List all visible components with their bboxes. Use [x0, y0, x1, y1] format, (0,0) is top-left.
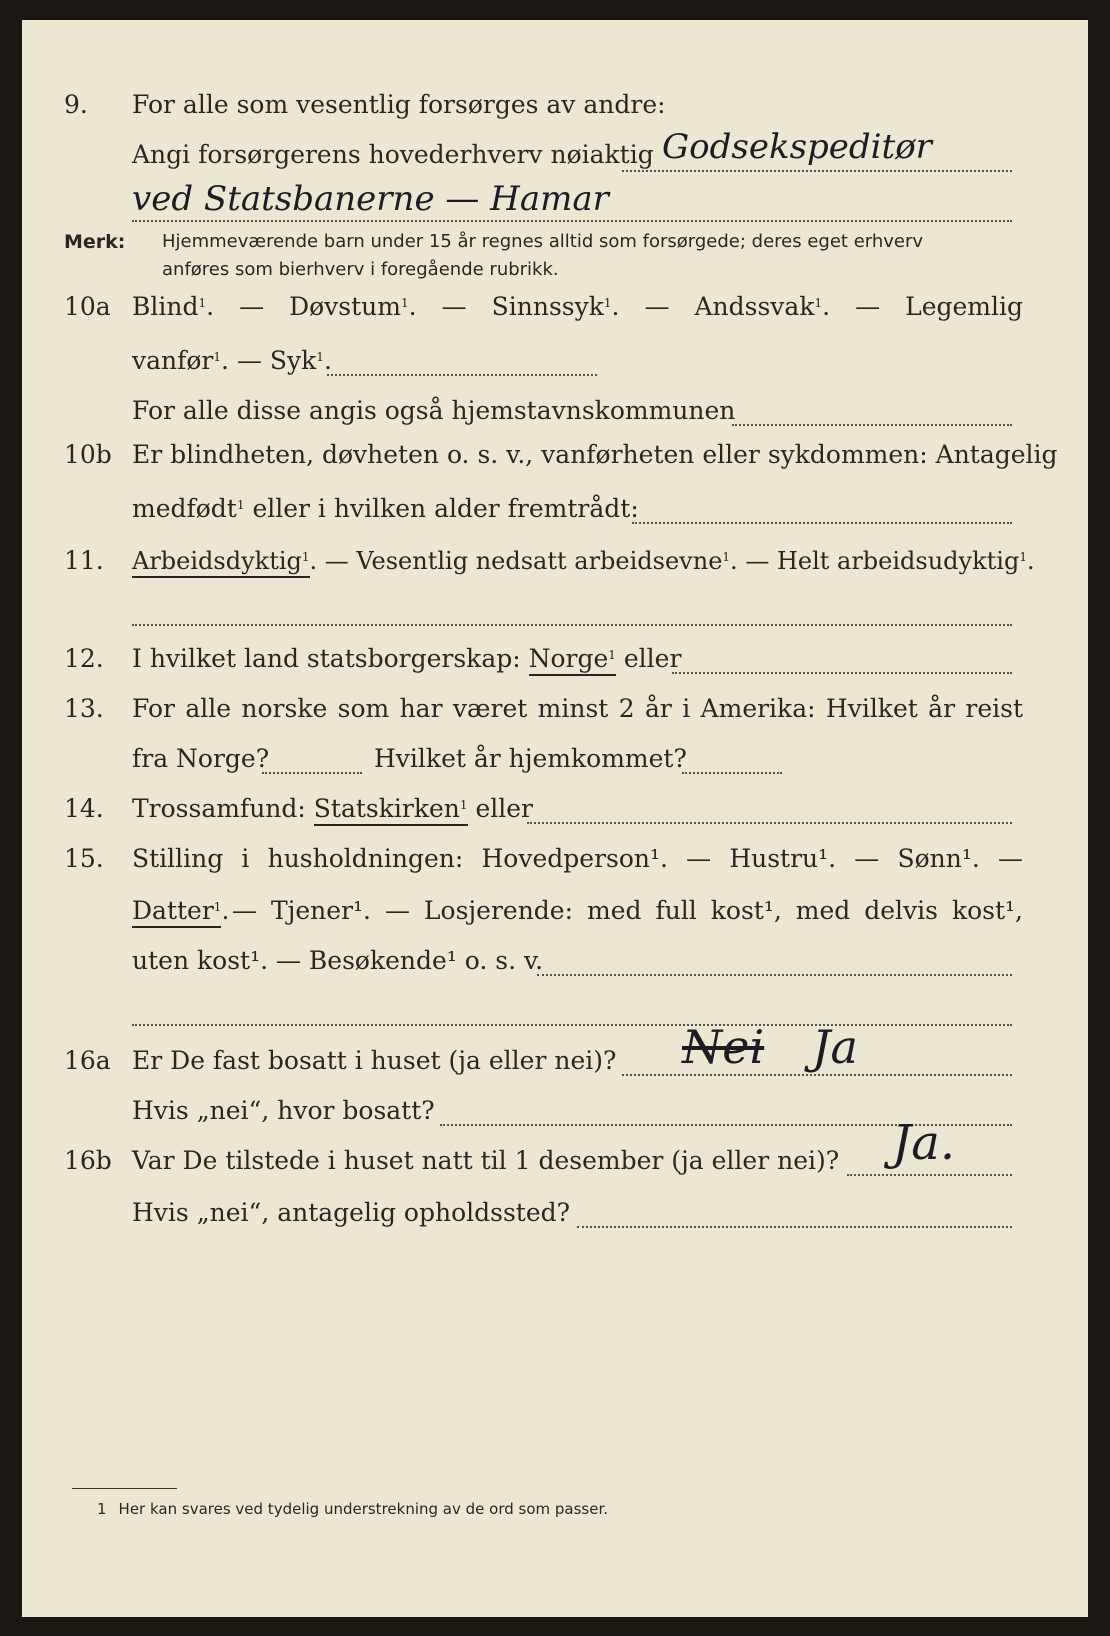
q15-dotted-line2: [132, 1024, 1012, 1026]
q12-opt-norge-underlined: Norge$^1$: [529, 644, 616, 676]
q16b-text2: Hvis „nei“, antagelig opholdssted?: [132, 1198, 571, 1227]
q10a-opt-sinnssyk: — Sinnssyk$^1$.: [441, 292, 620, 321]
q16a-number: 16a: [64, 1046, 111, 1075]
footnote-text: Her kan svares ved tydelig understrekning av de ord som passer.: [118, 1500, 609, 1518]
q10a-opt-blind: Blind$^1$.: [132, 292, 215, 321]
merk-label: Merk:: [64, 231, 126, 253]
q12-text: I hvilket land statsborgerskap: Norge$^1$ eller: [132, 644, 681, 674]
q9-text1: For alle som vesentlig forsørges av andre:: [132, 90, 666, 119]
q9-handwritten-answer2: ved Statsbanerne — Hamar: [132, 179, 609, 219]
q16b-dotted-line: [847, 1174, 1012, 1176]
q16b-number: 16b: [64, 1146, 112, 1175]
q15-text2: — Tjener¹. — Losjerende: med full kost¹, med delvis kost¹,: [232, 896, 1023, 925]
q15-text3: uten kost¹. — Besøkende¹ o. s. v.: [132, 946, 544, 975]
q13-text2a: fra Norge?: [132, 744, 270, 773]
q10a-number: 10a: [64, 292, 111, 321]
merk-line1: Hjemmeværende barn under 15 år regnes alltid som forsørgede; deres eget erhverv: [162, 231, 924, 252]
q9-dotted-line: [622, 170, 1012, 172]
q10a-dotted-line2: [732, 424, 1012, 426]
q11-number: 11.: [64, 546, 104, 575]
q15-datter-underlined: Datter$^1$.: [132, 896, 229, 926]
q15-dotted-line: [537, 974, 1012, 976]
q12-number: 12.: [64, 644, 104, 673]
q16b-dotted-line2: [577, 1226, 1012, 1228]
census-form-page: [22, 20, 1088, 1617]
q9-handwritten-answer1: Godsekspeditør: [662, 127, 932, 167]
q14-opt-statskirken-underlined: Statskirken$^1$: [314, 794, 468, 826]
q16b-text1: Var De tilstede i huset natt til 1 desember (ja eller nei)?: [132, 1146, 840, 1175]
q10a-dotted-line: [327, 374, 597, 376]
q16a-dotted-line: [622, 1074, 1012, 1076]
q10a-opt-andssvak: — Andssvak$^1$.: [644, 292, 831, 321]
q16a-text1: Er De fast bosatt i huset (ja eller nei)?: [132, 1046, 617, 1075]
q10a-opt-dovstum: — Døvstum$^1$.: [239, 292, 417, 321]
q10a-opt-legemlig: — Legemlig: [855, 292, 1024, 321]
q13-dotted-line2: [682, 772, 782, 774]
q9-dotted-line2: [132, 220, 1012, 222]
q10a-text2: vanfør$^1$. — Syk$^1$.: [132, 346, 332, 375]
merk-line2: anføres som bierhverv i foregående rubrikk.: [162, 259, 559, 280]
q14-number: 14.: [64, 794, 104, 823]
q14-text: Trossamfund: Statskirken$^1$ eller: [132, 794, 533, 824]
q15-number: 15.: [64, 844, 104, 873]
footnote: [97, 1500, 608, 1518]
q14-dotted-line: [527, 822, 1012, 824]
q13-text1: For alle norske som har været minst 2 år i Amerika: Hvilket år reist: [132, 694, 1023, 723]
q16a-handwritten-answer: Ja: [812, 1020, 858, 1074]
q13-number: 13.: [64, 694, 104, 723]
merk-note: [22, 225, 1088, 285]
q11-options: Arbeidsdyktig$^1$. — Vesentlig nedsatt arbeidsevne$^1$. — Helt arbeidsudyktig$^1$.: [132, 546, 1035, 576]
q13-dotted-line1: [262, 772, 362, 774]
q16b-handwritten-answer: Ja.: [892, 1115, 956, 1171]
footnote-rule: [72, 1488, 177, 1489]
q9-text2: Angi forsørgerens hovederhverv nøiaktig: [132, 140, 654, 169]
q10b-dotted-line: [632, 522, 1012, 524]
q16a-text2: Hvis „nei“, hvor bosatt?: [132, 1096, 435, 1125]
q11-dotted-line: [132, 624, 1012, 626]
q10a-text3: For alle disse angis også hjemstavnskommunen: [132, 396, 736, 425]
q13-text2b: Hvilket år hjemkommet?: [374, 744, 687, 773]
q15-text1: Stilling i husholdningen: Hovedperson¹. — Hustru¹. — Sønn¹. —: [132, 844, 1023, 873]
q10a-options: [132, 292, 1023, 322]
q10b-text2: medfødt$^1$ eller i hvilken alder fremtrådt:: [132, 494, 639, 523]
q9-number: 9.: [64, 90, 88, 119]
q12-dotted-line: [672, 672, 1012, 674]
q10b-number: 10b: [64, 440, 112, 469]
q11-opt-arbeidsdyktig-underlined: Arbeidsdyktig$^1$: [132, 547, 310, 578]
q16a-struck-answer: Nei: [682, 1020, 765, 1074]
footnote-mark: 1: [97, 1500, 107, 1518]
q10b-text1: Er blindheten, døvheten o. s. v., vanførheten eller sykdommen: Antagelig: [132, 440, 1058, 469]
